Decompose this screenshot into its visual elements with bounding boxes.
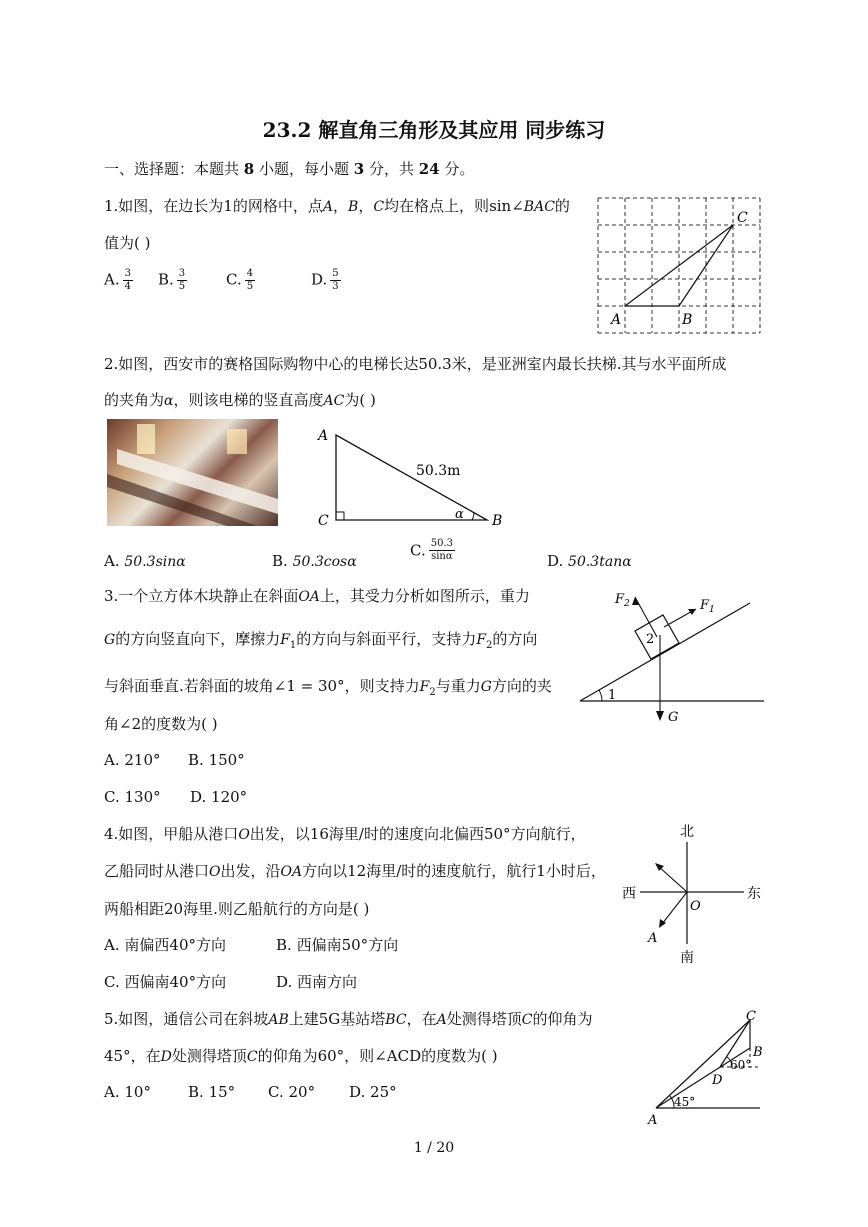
length-label: 50.3m <box>416 463 461 479</box>
label-north: 北 <box>680 824 694 840</box>
escalator-photo-detail <box>107 419 278 526</box>
q1-stem-line1: 1.如图，在边长为1的网格中，点A，B，C均在格点上，则sin∠BAC的 <box>104 197 570 215</box>
ship-a-path <box>658 866 687 892</box>
triangle-abc <box>625 225 733 306</box>
q3-force-figure <box>578 583 768 725</box>
q3-option-b[interactable]: B. 150° <box>188 751 245 769</box>
fraction: $\frac{5}{3}$ <box>332 268 339 292</box>
label-angle-2: 2 <box>646 632 655 647</box>
q5-option-b[interactable]: B. 15° <box>188 1083 236 1101</box>
label-west: 西 <box>622 886 636 902</box>
ship-b-path <box>662 892 687 924</box>
q4-option-d[interactable]: D. 西南方向 <box>276 973 358 991</box>
label-f2: $F_2$ <box>615 592 630 609</box>
page-title: 23.2 解直角三角形及其应用 同步练习 <box>262 118 606 142</box>
q2-option-b[interactable]: B. 50.3cosα <box>272 552 357 570</box>
q3-option-a[interactable]: A. 210° <box>104 751 161 769</box>
q1-option-b[interactable]: B. $\frac{3}{5}$ <box>158 268 186 292</box>
label-c: C <box>737 210 748 226</box>
alpha-label: α <box>455 507 464 522</box>
q3-stem-line4: 角∠2的度数为( ) <box>104 715 218 733</box>
q4-stem-line2: 乙船同时从港口O出发，沿OA方向以12海里/时的速度航行，航行1小时后， <box>104 862 606 880</box>
fraction: $\frac{50.3}{\sin\alpha}$ <box>430 538 453 562</box>
q1-option-a[interactable]: A. $\frac{3}{4}$ <box>104 268 131 292</box>
q5-option-a[interactable]: A. 10° <box>104 1083 151 1101</box>
q4-option-c[interactable]: C. 西偏南40°方向 <box>104 973 227 991</box>
label-f1: $F_1$ <box>700 598 715 615</box>
angle-arc <box>472 513 474 520</box>
page-number: 1 / 20 <box>413 1140 455 1156</box>
label-b: B <box>682 312 693 328</box>
angle-arc <box>599 690 602 701</box>
q4-option-b[interactable]: B. 西偏南50°方向 <box>276 936 399 954</box>
q3-stem-line3: 与斜面垂直.若斜面的坡角∠1 = 30°，则支持力$F_2$与重力G方向的夹 <box>104 677 552 698</box>
f1-arrowhead <box>688 609 696 615</box>
label-c: C <box>318 513 329 529</box>
q1-grid-figure <box>596 196 764 336</box>
q2-option-a[interactable]: A. 50.3sinα <box>104 552 186 570</box>
q2-option-c[interactable]: C. $\frac{50.3}{\sin\alpha}$ <box>410 538 453 562</box>
q3-option-d[interactable]: D. 120° <box>190 788 248 806</box>
label-o: O <box>690 899 701 914</box>
label-a: A <box>648 931 658 946</box>
q5-stem-line1: 5.如图，通信公司在斜坡AB上建5G基站塔BC，在A处测得塔顶C的仰角为 <box>104 1010 593 1028</box>
label-c: C <box>746 1009 756 1024</box>
label-45: 45° <box>674 1095 696 1109</box>
label-b: B <box>753 1045 763 1060</box>
f2-arrow <box>635 597 657 637</box>
slope-ab <box>656 1048 750 1108</box>
q5-stem-line2: 45°，在D处测得塔顶C的仰角为60°，则∠ACD的度数为( ) <box>104 1047 498 1065</box>
q4-stem-line3: 两船相距20海里.则乙船航行的方向是( ) <box>104 900 370 918</box>
fraction: $\frac{4}{5}$ <box>246 268 254 292</box>
right-angle-mark <box>336 512 344 520</box>
q3-option-c[interactable]: C. 130° <box>104 788 161 806</box>
fraction: $\frac{3}{5}$ <box>178 268 186 292</box>
q3-stem-line2: G的方向竖直向下，摩擦力$F_1$的方向与斜面平行，支持力$F_2$的方向 <box>104 630 538 651</box>
q4-stem-line1: 4.如图，甲船从港口O出发，以16海里/时的速度向北偏西50°方向航行， <box>104 825 586 843</box>
label-g: G <box>668 710 679 725</box>
g-arrowhead <box>656 711 664 721</box>
triangle-abc <box>336 435 487 520</box>
section-heading: 一、选择题：本题共 8 小题，每小题 3 分，共 24 分。 <box>104 160 475 178</box>
label-a: A <box>611 312 622 328</box>
label-b: B <box>492 513 503 529</box>
q1-option-c[interactable]: C. $\frac{4}{5}$ <box>226 268 254 292</box>
q5-option-d[interactable]: D. 25° <box>349 1083 397 1101</box>
q5-option-c[interactable]: C. 20° <box>268 1083 316 1101</box>
escalator-photo <box>107 419 278 526</box>
label-east: 东 <box>747 886 761 902</box>
label-angle-1: 1 <box>608 688 617 703</box>
fraction: $\frac{3}{4}$ <box>124 268 131 292</box>
q4-option-a[interactable]: A. 南偏西40°方向 <box>104 936 227 954</box>
q5-tower-figure <box>640 1008 772 1130</box>
label-d: D <box>712 1073 723 1088</box>
label-a: A <box>318 428 329 444</box>
label-60: 60° <box>730 1058 752 1072</box>
f2-arrowhead <box>632 597 639 605</box>
label-south: 南 <box>680 950 694 966</box>
label-a: A <box>648 1113 658 1128</box>
q2-option-d[interactable]: D. 50.3tanα <box>547 552 632 570</box>
q2-stem-line1: 2.如图，西安市的赛格国际购物中心的电梯长达50.3米，是亚洲室内最长扶梯.其与水平面所成 <box>104 355 727 373</box>
q4-compass-figure <box>618 820 768 968</box>
q2-stem-line2: 的夹角为α，则该电梯的竖直高度AC为( ) <box>104 391 376 409</box>
q3-stem-line1: 3.一个立方体木块静止在斜面OA上，其受力分析如图所示，重力 <box>104 587 530 605</box>
q1-stem-line2: 值为( ) <box>104 234 151 252</box>
q2-triangle-figure <box>312 425 512 535</box>
q1-option-d[interactable]: D. $\frac{5}{3}$ <box>311 268 339 292</box>
